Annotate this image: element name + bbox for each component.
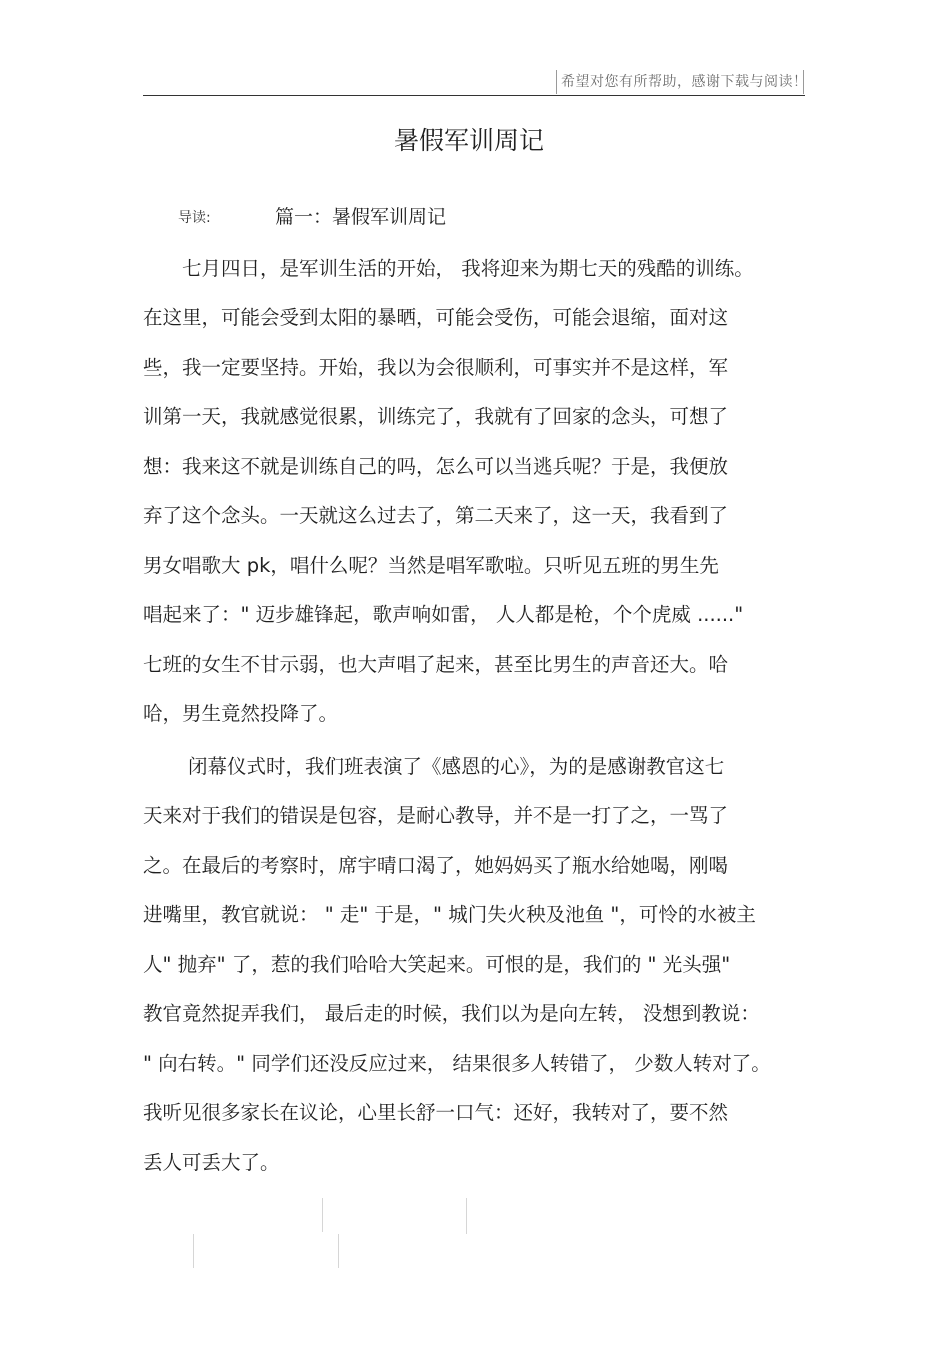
- scan-artifact-line: [322, 1198, 323, 1232]
- body-line: 七月四日，是军训生活的开始， 我将迎来为期七天的残酷的训练。: [182, 257, 754, 280]
- body-line: 七班的女生不甘示弱，也大声唱了起来，甚至比男生的声音还大。哈: [143, 653, 729, 676]
- document-title: 暑假军训周记: [393, 126, 544, 155]
- body-line: 些，我一定要坚持。开始，我以为会很顺利，可事实并不是这样，军: [143, 356, 729, 379]
- header-divider: [143, 95, 805, 96]
- body-line: 训第一天，我就感觉很累，训练完了，我就有了回家的念头，可想了: [143, 405, 729, 428]
- header-note: 希望对您有所帮助，感谢下载与阅读！: [561, 74, 808, 90]
- body-line: 进嘴里，教官就说： " 走" 于是，" 城门失火秧及池鱼 "，可怜的水被主: [143, 903, 756, 926]
- scan-artifact-line: [466, 1198, 467, 1234]
- body-line: 闭幕仪式时，我们班表演了《感恩的心》，为的是感谢教官这七: [188, 755, 725, 778]
- header-note-box: [556, 70, 808, 94]
- body-line: 想：我来这不就是训练自己的吗，怎么可以当逃兵呢？于是，我便放: [143, 455, 729, 478]
- body-line: " 向右转。" 同学们还没反应过来， 结果很多人转错了， 少数人转对了。: [143, 1052, 771, 1075]
- body-line: 之。在最后的考察时，席宇晴口渴了，她妈妈买了瓶水给她喝，刚喝: [143, 854, 729, 877]
- body-line: 教官竟然捉弄我们， 最后走的时候，我们以为是向左转， 没想到教说：: [143, 1002, 760, 1025]
- body-line: 天来对于我们的错误是包容，是耐心教导，并不是一打了之，一骂了: [143, 804, 729, 827]
- body-line: 丢人可丢大了。: [143, 1151, 280, 1174]
- guide-title: 篇一：暑假军训周记: [275, 206, 447, 228]
- body-line: 弃了这个念头。一天就这么过去了，第二天来了，这一天，我看到了: [143, 504, 729, 527]
- body-line: 男女唱歌大 pk，唱什么呢？当然是唱军歌啦。只听见五班的男生先: [143, 554, 719, 577]
- scan-artifact-line: [193, 1234, 194, 1268]
- guide-label: 导读:: [178, 210, 211, 226]
- body-line: 在这里，可能会受到太阳的暴晒，可能会受伤，可能会退缩，面对这: [143, 306, 729, 329]
- body-line: 人" 抛弃" 了，惹的我们哈哈大笑起来。可恨的是，我们的 " 光头强": [143, 953, 731, 976]
- body-line: 哈，男生竟然投降了。: [143, 702, 339, 725]
- body-line: 我听见很多家长在议论，心里长舒一口气：还好，我转对了，要不然: [143, 1101, 729, 1124]
- scan-artifact-line: [338, 1234, 339, 1268]
- body-line: 唱起来了：" 迈步雄锋起，歌声响如雷， 人人都是枪，个个虎威 ......": [143, 603, 744, 626]
